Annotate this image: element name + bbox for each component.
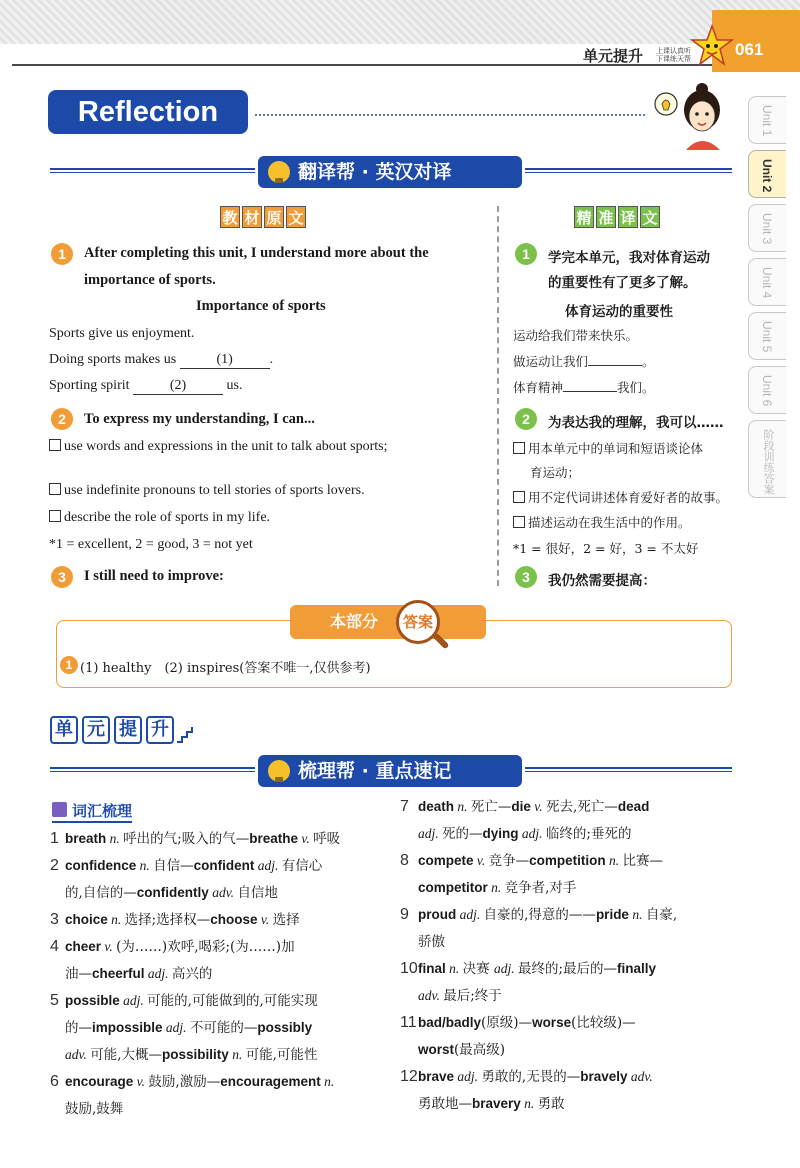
tab-unit-3[interactable]: Unit 3 — [748, 204, 786, 252]
unit-review-char-1: 单 — [50, 716, 78, 744]
en-item-2: To express my understanding, I can... — [84, 411, 315, 427]
reflection-banner: Reflection — [48, 90, 248, 134]
tab-unit-6[interactable]: Unit 6 — [748, 366, 786, 414]
vocab-number: 6 — [50, 1073, 59, 1090]
en-line-c: Sporting spirit (2) us. — [49, 378, 243, 393]
vocab-number: 9 — [400, 906, 409, 923]
vocab-entry-line: breath n. 呼出的气;吸入的气—breathe v. 呼吸 — [65, 831, 341, 847]
reflection-dotted-rule — [255, 114, 645, 116]
checkbox[interactable] — [49, 439, 61, 451]
en-subheading: Importance of sports — [196, 298, 326, 314]
lightbulb-icon — [268, 161, 290, 183]
checkbox[interactable] — [513, 442, 525, 454]
item-1-number: 1 — [51, 243, 73, 265]
zh-blank-2[interactable] — [563, 391, 617, 392]
tab-unit-1[interactable]: Unit 1 — [748, 96, 786, 144]
review-rule-right — [525, 767, 732, 772]
vocab-number: 11 — [400, 1014, 417, 1031]
tab-unit-2[interactable]: Unit 2 — [748, 150, 786, 198]
en-item-1-line-2: importance of sports. — [84, 272, 216, 288]
zh-scale: *1 = 很好，2 = 好，3 = 不太好 — [513, 541, 699, 556]
vocab-entry-line: compete v. 竞争—competition n. 比赛— — [418, 853, 664, 869]
tab-stage-answers[interactable]: 阶段训练答案 — [748, 420, 786, 498]
zh-line-c: 体育精神 我们。 — [513, 380, 655, 395]
en-line-a: Sports give us enjoyment. — [49, 326, 195, 341]
header-section-title: 单元提升 — [583, 47, 644, 65]
zh-item-1-line-2: 的重要性有了更多了解。 — [548, 275, 697, 291]
en-item-1-line-1: After completing this unit, I understand more about the — [84, 245, 429, 261]
item-3-number: 3 — [51, 566, 73, 588]
item-2-number: 2 — [51, 408, 73, 430]
vocab-entry-line: adv. 可能,大概—possibility n. 可能,可能性 — [65, 1047, 318, 1063]
zh-line-b: 做运动让我们 。 — [513, 354, 655, 369]
zh-item-3-number: 3 — [515, 566, 537, 588]
vocab-entry-line: competitor n. 竞争者,对手 — [418, 880, 577, 896]
tab-unit-5[interactable]: Unit 5 — [748, 312, 786, 360]
zh-check-1-cont: 育运动； — [530, 465, 581, 480]
zh-subheading: 体育运动的重要性 — [565, 304, 673, 320]
zh-item-2: 为表达我的理解，我可以…… — [548, 415, 724, 431]
vocab-entry-line: possible adj. 可能的,可能做到的,可能实现 — [65, 993, 318, 1009]
vocab-entry-line: encourage v. 鼓励,激励—encouragement n. — [65, 1074, 335, 1090]
vocab-number: 7 — [400, 798, 409, 815]
vocab-number: 4 — [50, 938, 59, 955]
vocab-entry-line: 油—cheerful adj. 高兴的 — [65, 966, 213, 982]
en-scale: *1 = excellent, 2 = good, 3 = not yet — [49, 537, 253, 552]
vocab-number: 10 — [400, 960, 418, 977]
blank-1[interactable]: (1) — [180, 352, 270, 369]
en-check-2: use indefinite pronouns to tell stories of sports lovers. — [49, 483, 365, 499]
vocab-number: 5 — [50, 992, 59, 1009]
zh-item-3: 我仍然需要提高： — [548, 573, 656, 589]
vocab-entry-line: final n. 决赛 adj. 最终的;最后的—finally — [418, 961, 657, 977]
vocab-entry-line: adv. 最后;终于 — [418, 988, 502, 1004]
section-rule-left — [50, 168, 255, 173]
teacher-cartoon-icon — [650, 80, 730, 150]
checkbox[interactable] — [513, 516, 525, 528]
vocab-entry-line: 鼓励,鼓舞 — [65, 1101, 124, 1117]
checkbox[interactable] — [49, 510, 61, 522]
answer-magnifier-icon: 答案 — [396, 600, 440, 644]
vocab-number: 8 — [400, 852, 409, 869]
vocab-number: 12 — [400, 1068, 418, 1085]
vocab-number: 3 — [50, 911, 59, 928]
en-check-3: describe the role of sports in my life. — [49, 510, 270, 526]
stairs-icon — [176, 726, 196, 744]
zh-item-1-line-1: 学完本单元，我对体育运动 — [548, 250, 710, 266]
star-mascot-icon — [690, 24, 734, 68]
zh-check-3: 描述运动在我生活中的作用。 — [513, 513, 691, 531]
checkbox[interactable] — [513, 491, 525, 503]
answer-number: 1 — [60, 656, 78, 674]
translation-section-title: 翻译帮 · 英汉对译 — [258, 156, 522, 188]
header-slogan: 上课认真听 下课练天帮 — [656, 47, 691, 63]
column-divider — [497, 206, 499, 586]
review-rule-left — [50, 767, 255, 772]
answer-text: (1) healthy (2) inspires(答案不唯一,仅供参考) — [80, 661, 371, 676]
original-text-tag: 教 材 原 文 — [220, 206, 306, 228]
answer-box-title: 本部分 — [290, 605, 486, 639]
en-line-b: Doing sports makes us (1) . — [49, 352, 274, 367]
zh-check-1: 用本单元中的单词和短语谈论体 — [513, 439, 703, 457]
vocab-entry-line: 骄傲 — [418, 934, 445, 950]
vocab-entry-line: 的—impossible adj. 不可能的—possibly — [65, 1020, 313, 1036]
vocab-entry-line: confidence n. 自信—confident adj. 有信心 — [65, 858, 323, 874]
en-item-3: I still need to improve: — [84, 568, 224, 584]
en-check-1: use words and expressions in the unit to talk about sports; — [49, 439, 388, 455]
zh-item-1-number: 1 — [515, 243, 537, 265]
vocab-number: 1 — [50, 830, 59, 847]
zh-check-2: 用不定代词讲述体育爱好者的故事。 — [513, 488, 728, 506]
vocab-entry-line: bad/badly(原级)—worse(比较级)— — [418, 1015, 636, 1031]
vocab-entry-line: adj. 死的—dying adj. 临终的;垂死的 — [418, 826, 632, 842]
section-rule-right — [525, 168, 732, 173]
vocab-entry-line: choice n. 选择;选择权—choose v. 选择 — [65, 912, 300, 928]
header-pattern — [0, 0, 800, 44]
vocab-title: 词汇梳理 — [52, 800, 132, 823]
vocab-entry-line: brave adj. 勇敢的,无畏的—bravely adv. — [418, 1069, 653, 1085]
vocab-entry-line: proud adj. 自豪的,得意的——pride n. 自豪, — [418, 907, 678, 923]
vocab-entry-line: cheer v. (为……)欢呼,喝彩;(为……)加 — [65, 939, 295, 955]
zh-item-2-number: 2 — [515, 408, 537, 430]
review-section-title: 梳理帮 · 重点速记 — [258, 755, 522, 787]
vocab-entry-line: death n. 死亡—die v. 死去,死亡—dead — [418, 799, 650, 815]
unit-review-char-4: 升 — [146, 716, 174, 744]
vocab-number: 2 — [50, 857, 59, 874]
checkbox[interactable] — [49, 483, 61, 495]
vocab-entry-line: worst(最高级) — [418, 1042, 506, 1058]
unit-review-char-2: 元 — [82, 716, 110, 744]
page-number: 061 — [735, 40, 764, 59]
vocab-entry-line: 勇敢地—bravery n. 勇敢 — [418, 1096, 565, 1112]
unit-review-char-3: 提 — [114, 716, 142, 744]
translated-text-tag: 精 准 译 文 — [574, 206, 660, 228]
zh-blank-1[interactable] — [588, 365, 642, 366]
tab-unit-4[interactable]: Unit 4 — [748, 258, 786, 306]
blank-2[interactable]: (2) — [133, 378, 223, 395]
zh-line-a: 运动给我们带来快乐。 — [513, 328, 639, 343]
vocab-entry-line: 的,自信的—confidently adv. 自信地 — [65, 885, 278, 901]
lightbulb-icon — [268, 760, 290, 782]
